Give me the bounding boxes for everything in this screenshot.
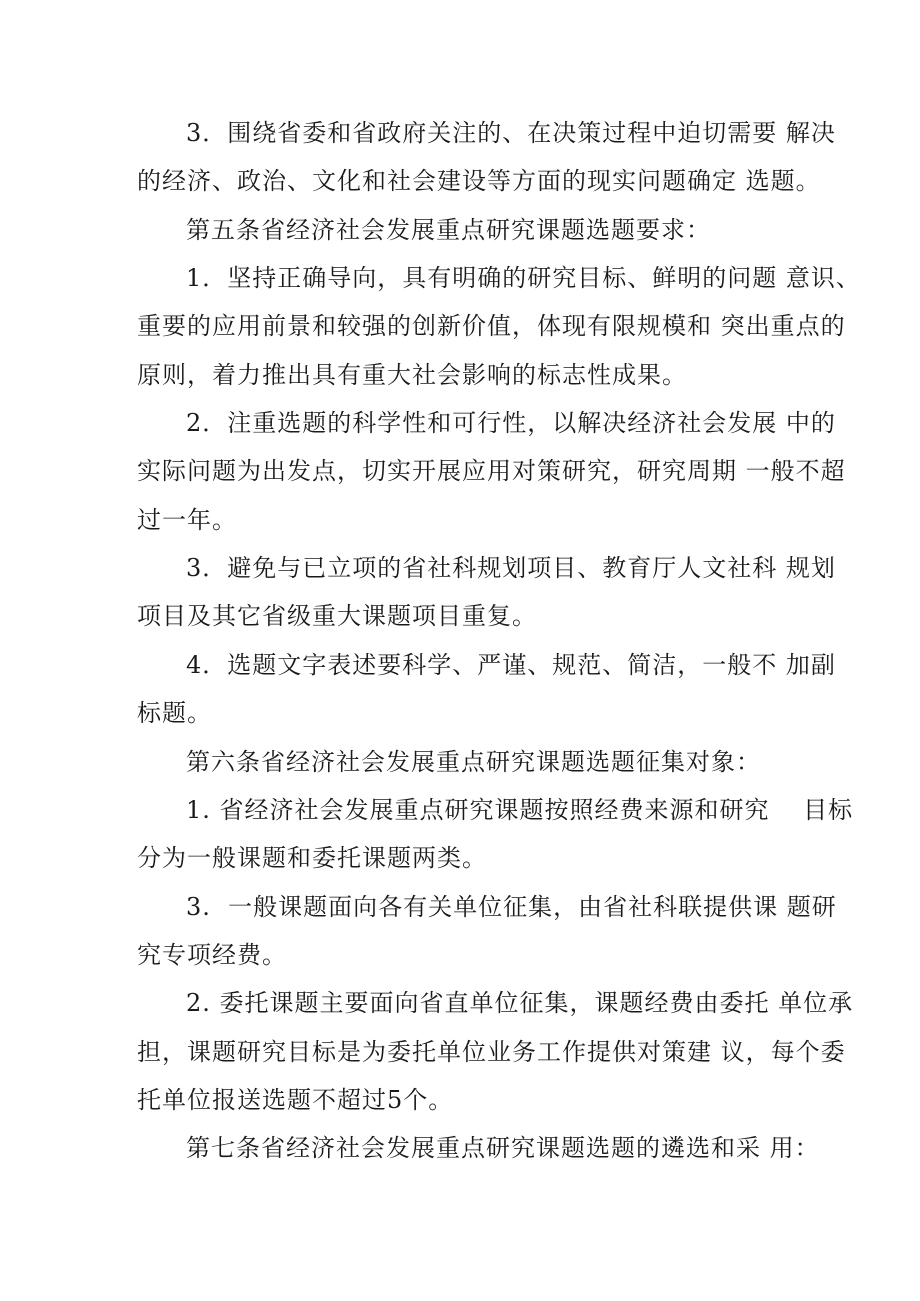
- text-line: 究专项经费。: [137, 941, 287, 969]
- text-line: 担，课题研究目标是为委托单位业务工作提供对策建 议，每个委: [137, 1038, 846, 1066]
- text-line: 原则，着力推出具有重大社会影响的标志性成果。: [137, 361, 687, 389]
- text-line: 重要的应用前景和较强的创新价值，体现有限规模和 突出重点的: [137, 312, 846, 340]
- text-line: 标题。: [137, 699, 212, 727]
- text-line: 实际问题为出发点，切实开展应用对策研究，研究周期 一般不超: [137, 457, 846, 485]
- section-heading: 第七条省经济社会发展重点研究课题选题的遴选和采 用：: [186, 1134, 820, 1162]
- text-line: 托单位报送选题不超过5个。: [137, 1086, 454, 1114]
- text-line: 2．注重选题的科学性和可行性，以解决经济社会发展 中的: [186, 409, 836, 437]
- text-line: 1．坚持正确导向，具有明确的研究目标、鲜明的问题 意识、: [186, 264, 861, 292]
- text-line: 分为一般课题和委托课题两类。: [137, 844, 487, 872]
- text-line: 的经济、政治、文化和社会建设等方面的现实问题确定 选题。: [137, 167, 821, 195]
- text-line: 4．选题文字表述要科学、严谨、规范、简洁，一般不 加副: [186, 651, 836, 679]
- section-heading: 第五条省经济社会发展重点研究课题选题要求：: [186, 216, 711, 244]
- text-line: 过一年。: [137, 506, 237, 534]
- text-line: 2. 委托课题主要面向省直单位征集，课题经费由委托 单位承: [186, 989, 854, 1017]
- section-heading: 第六条省经济社会发展重点研究课题选题征集对象：: [186, 748, 761, 776]
- text-line: 3. 一般课题面向各有关单位征集，由省社科联提供课 题研: [186, 893, 837, 921]
- text-line: 3．避免与已立项的省社科规划项目、教育厅人文社科 规划: [186, 554, 836, 582]
- text-line: 1. 省经济社会发展重点研究课题按照经费来源和研究 目标: [186, 796, 854, 824]
- text-line: 3．围绕省委和省政府关注的、在决策过程中迫切需要 解决: [186, 119, 836, 147]
- text-line: 项目及其它省级重大课题项目重复。: [137, 602, 537, 630]
